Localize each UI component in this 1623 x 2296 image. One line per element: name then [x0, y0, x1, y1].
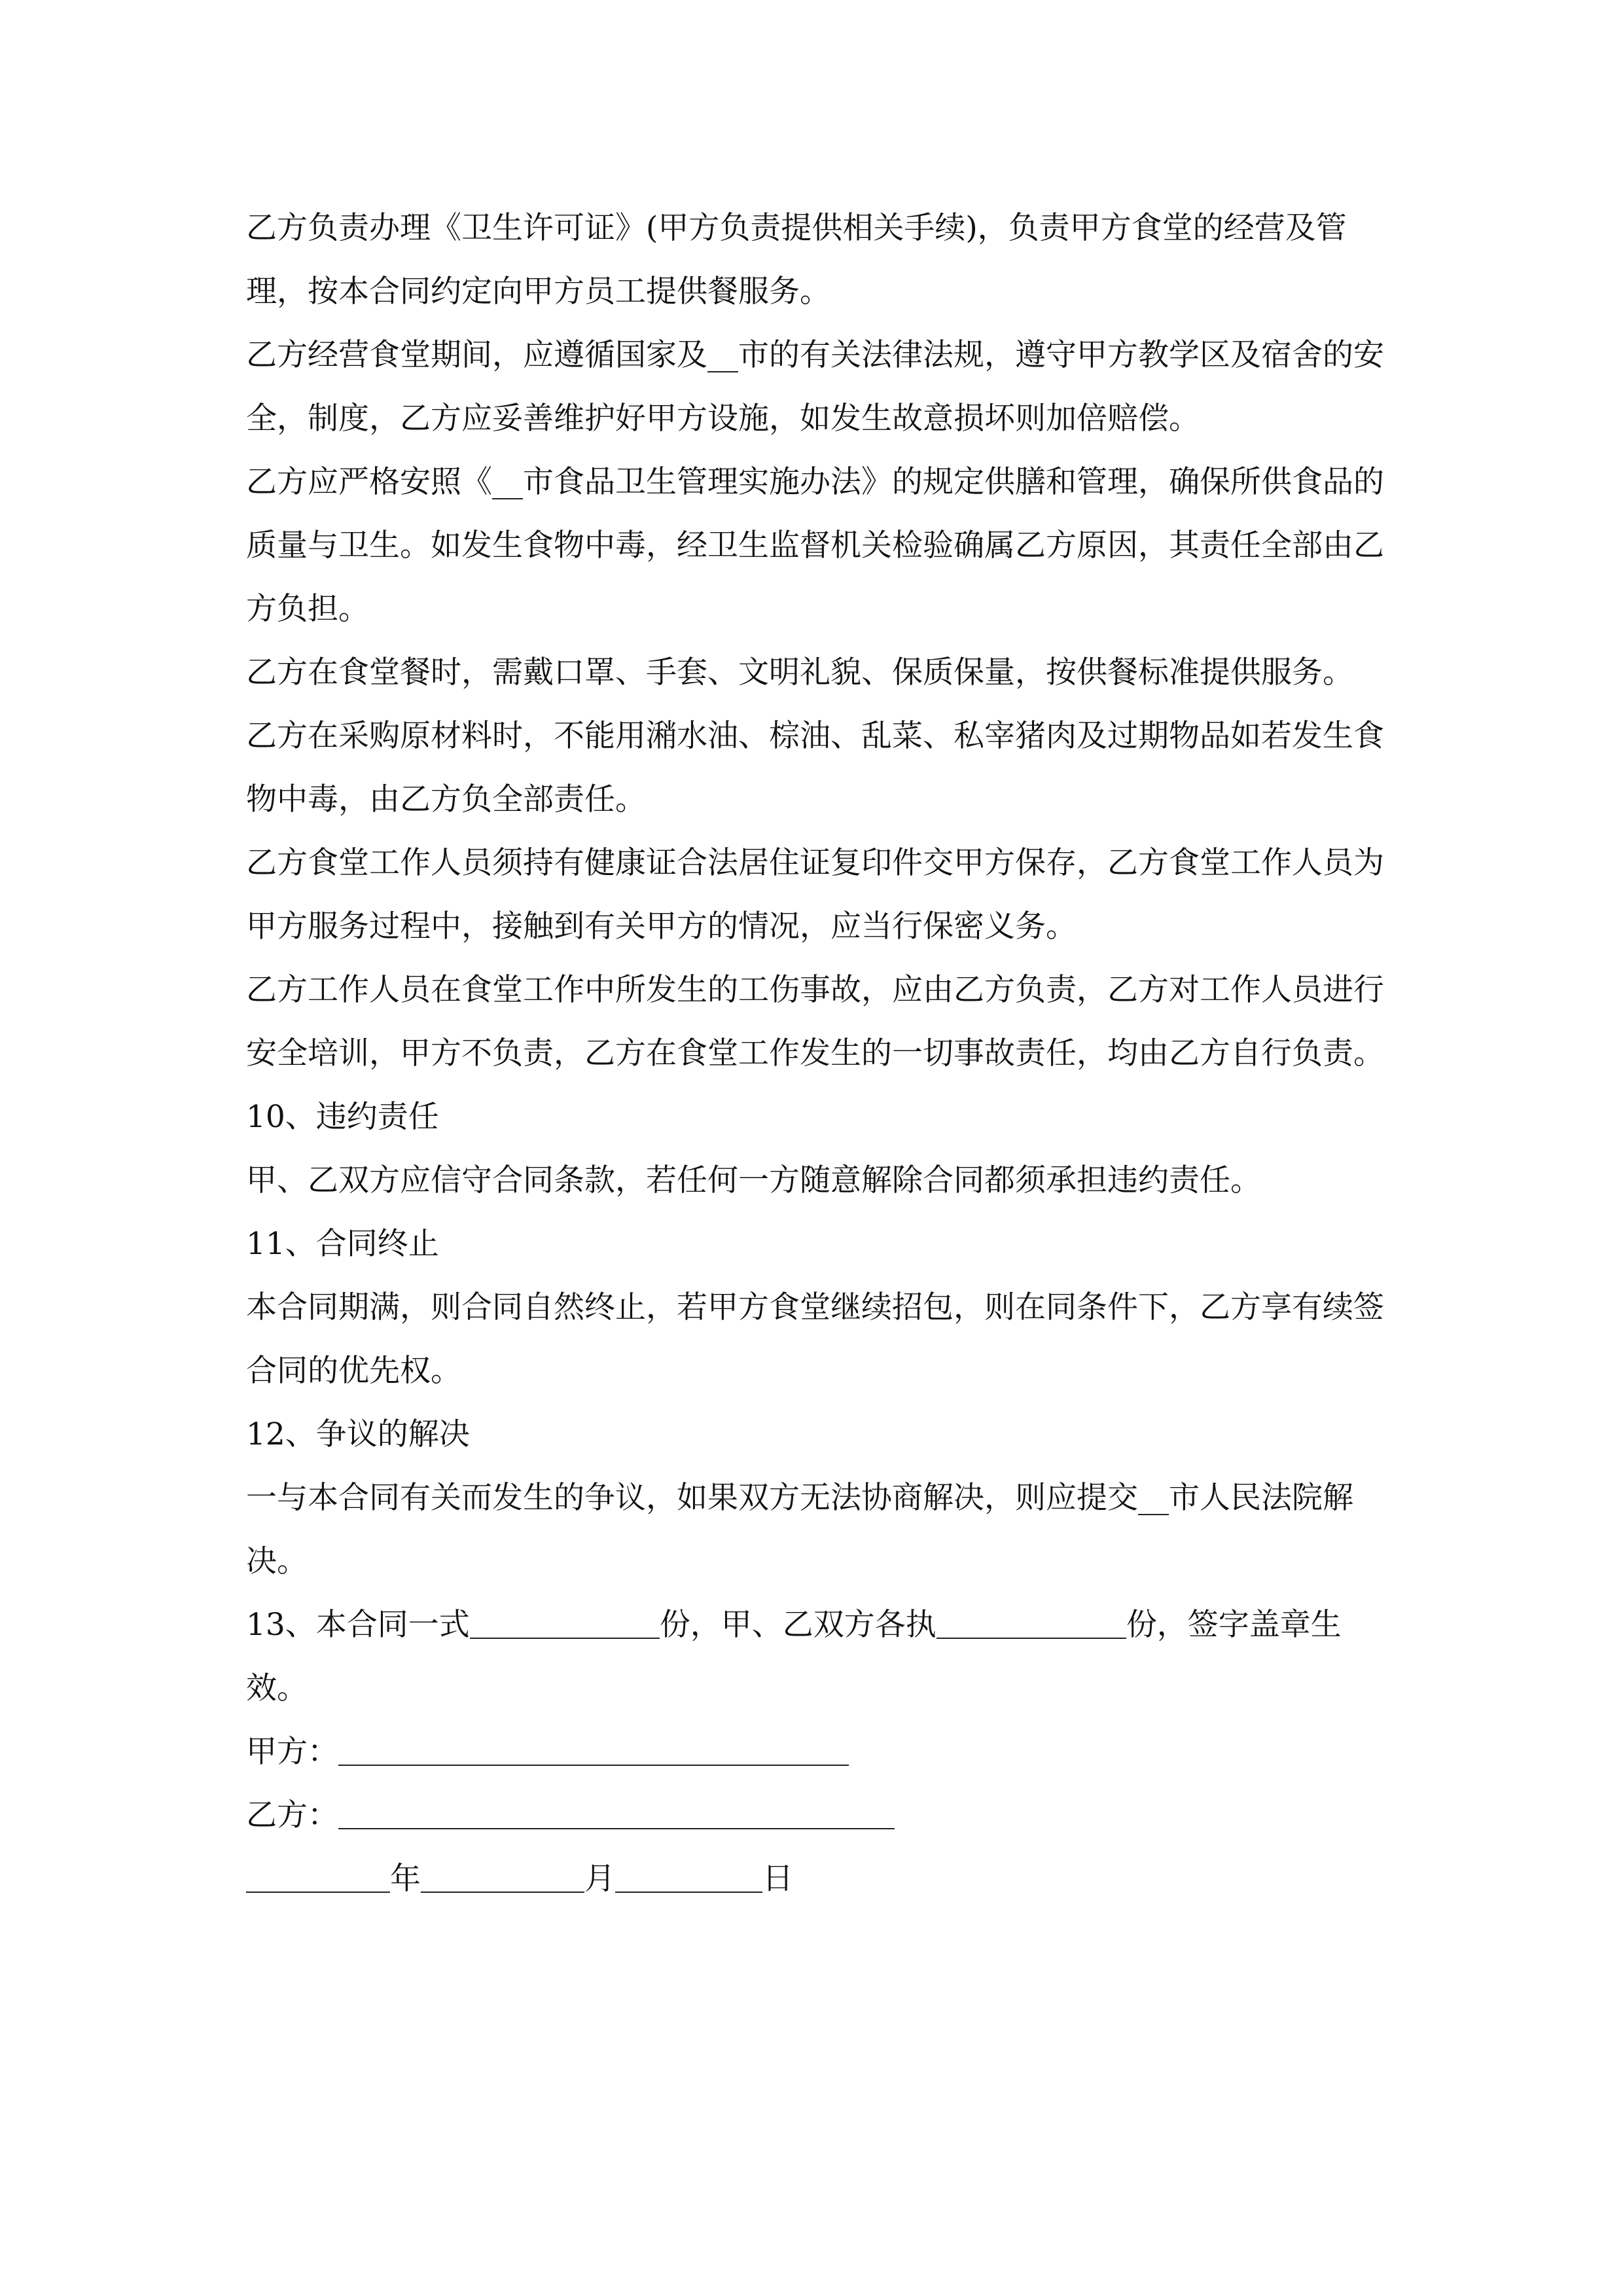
month-label: 月	[584, 1861, 615, 1897]
section-12-heading: 12、争议的解决	[246, 1416, 470, 1452]
clause-work-injury: 乙方工作人员在食堂工作中所发生的工伤事故，应由乙方负责，乙方对工作人员进行安全培训，甲方不负责，乙方在食堂工作发生的一切事故责任，均由乙方自行负责。	[246, 972, 1384, 1071]
date-row	[246, 1847, 1385, 1910]
section-11-body: 本合同期满，则合同自然终止，若甲方食堂继续招包，则在同条件下，乙方享有续签合同的优先权。	[246, 1289, 1384, 1389]
section-13-part1: 13、本合同一式	[246, 1607, 470, 1643]
clause-food-hygiene: 乙方应严格安照《__市食品卫生管理实施办法》的规定供膳和管理，确保所供食品的质量与卫生。如发生食物中毒，经卫生监督机关检验确属乙方原因，其责任全部由乙方负担。	[246, 464, 1384, 627]
month-blank[interactable]	[421, 1863, 584, 1893]
section-13-part2: 份，甲、乙双方各执	[659, 1607, 936, 1643]
clause-legal-compliance: 乙方经营食堂期间，应遵循国家及__市的有关法律法规，遵守甲方教学区及宿舍的安全，制度，乙方应妥善维护好甲方设施，如发生故意损坏则加倍赔偿。	[246, 337, 1384, 437]
clause-staff-certificates: 乙方食堂工作人员须持有健康证合法居住证复印件交甲方保存，乙方食堂工作人员为甲方服务过程中，接触到有关甲方的情况，应当行保密义务。	[246, 845, 1384, 944]
section-10-heading: 10、违约责任	[246, 1099, 439, 1135]
copies-each-blank[interactable]	[936, 1609, 1126, 1639]
clause-hygiene-license: 乙方负责办理《卫生许可证》(甲方负责提供相关手续)，负责甲方食堂的经营及管理，按本合同约定向甲方员工提供餐服务。	[246, 210, 1347, 310]
party-b-signature-row	[246, 1784, 1385, 1847]
year-label: 年	[390, 1861, 421, 1897]
clause-service-standard: 乙方在食堂餐时，需戴口罩、手套、文明礼貌、保质保量，按供餐标准提供服务。	[246, 655, 1353, 691]
contract-body	[246, 196, 1385, 1910]
day-label: 日	[762, 1861, 793, 1897]
party-b-signature-line[interactable]	[338, 1799, 895, 1829]
section-11-heading: 11、合同终止	[246, 1226, 439, 1262]
day-blank[interactable]	[615, 1863, 762, 1893]
party-a-signature-line[interactable]	[338, 1736, 849, 1766]
clause-raw-materials: 乙方在采购原材料时，不能用潲水油、棕油、乱菜、私宰猪肉及过期物品如若发生食物中毒，由乙方负全部责任。	[246, 718, 1384, 817]
party-a-signature-row	[246, 1720, 1385, 1784]
copies-blank[interactable]	[470, 1609, 660, 1639]
year-blank[interactable]	[246, 1863, 390, 1893]
section-13-body	[246, 1593, 1385, 1720]
section-10-body: 甲、乙双方应信守合同条款，若任何一方随意解除合同都须承担违约责任。	[246, 1162, 1261, 1198]
section-13-part3: 份，签字盖章生效。	[246, 1607, 1342, 1706]
party-b-label: 乙方：	[246, 1797, 338, 1833]
party-a-label: 甲方：	[246, 1734, 338, 1770]
section-12-body: 一与本合同有关而发生的争议，如果双方无法协商解决，则应提交__市人民法院解决。	[246, 1480, 1353, 1579]
